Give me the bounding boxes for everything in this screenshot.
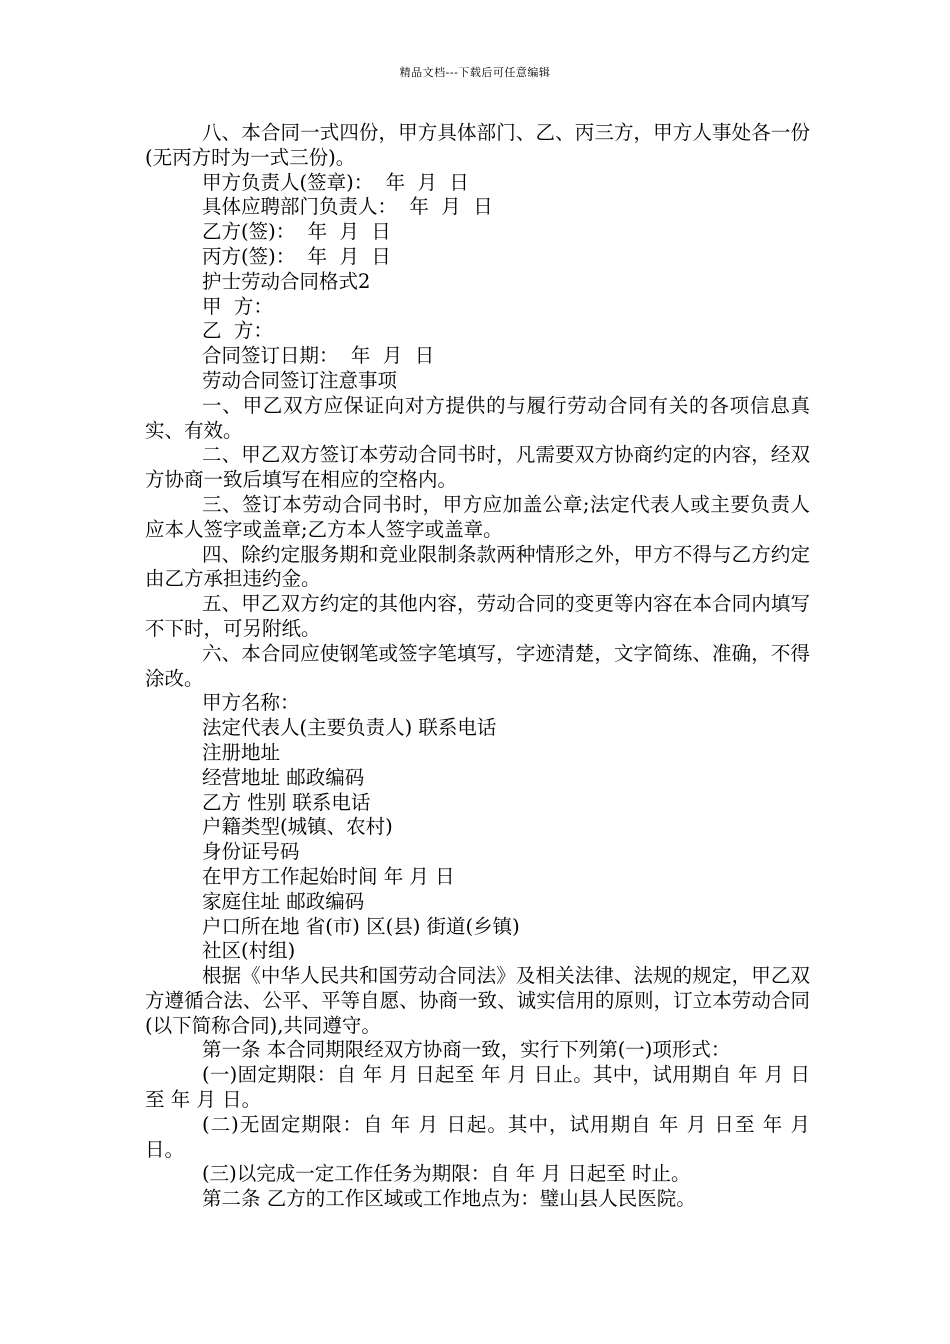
paragraph: (三)以完成一定工作任务为期限：自 年 月 日起至 时止。: [202, 1162, 691, 1186]
paragraph: 身份证号码: [202, 840, 300, 864]
paragraph: 四、除约定服务期和竞业限制条款两种情形之外，甲方不得与乙方约定由乙方承担违约金。: [145, 542, 810, 591]
paragraph: 户籍类型(城镇、农村): [202, 815, 393, 839]
paragraph: 乙 方：: [202, 319, 273, 343]
paragraph: 六、本合同应使钢笔或签字笔填写，字迹清楚，文字简练、准确，不得涂改。: [145, 641, 810, 690]
section-title: 劳动合同签订注意事项: [202, 368, 398, 392]
document-body: [145, 121, 817, 1212]
paragraph: 法定代表人(主要负责人) 联系电话: [202, 716, 497, 740]
paragraph: 八、本合同一式四份，甲方具体部门、乙、丙三方，甲方人事处各一份(无丙方时为一式三份)。: [145, 121, 810, 169]
paragraph: 甲 方：: [202, 294, 273, 318]
section-title: 护士劳动合同格式2: [202, 269, 371, 293]
paragraph: 户口所在地 省(市) 区(县) 街道(乡镇): [202, 914, 520, 938]
paragraph: 甲方名称：: [202, 691, 300, 715]
paragraph: 注册地址: [202, 740, 281, 764]
paragraph: 社区(村组): [202, 939, 296, 963]
paragraph: 根据《中华人民共和国劳动合同法》及相关法律、法规的规定，甲乙双方遵循合法、公平、平等自愿、协商一致、诚实信用的原则，订立本劳动合同(以下简称合同),共同遵守。: [145, 964, 810, 1037]
paragraph: 三、签订本劳动合同书时，甲方应加盖公章;法定代表人或主要负责人应本人签字或盖章;乙方本人签字或盖章。: [145, 492, 810, 541]
paragraph: 一、甲乙双方应保证向对方提供的与履行劳动合同有关的各项信息真实、有效。: [145, 393, 810, 442]
paragraph: 乙方(签)： 年 月 日: [202, 220, 391, 244]
paragraph: 在甲方工作起始时间 年 月 日: [202, 864, 455, 888]
paragraph: 家庭住址 邮政编码: [202, 889, 365, 913]
paragraph: 乙方 性别 联系电话: [202, 790, 371, 814]
paragraph: 五、甲乙双方约定的其他内容，劳动合同的变更等内容在本合同内填写不下时，可另附纸。: [145, 592, 810, 640]
page-header: 精品文档---下载后可任意编辑: [399, 66, 551, 79]
paragraph: (二)无固定期限：自 年 月 日起。其中，试用期自 年 月 日至 年 月 日。: [145, 1112, 817, 1161]
paragraph: 具体应聘部门负责人： 年 月 日: [202, 195, 493, 219]
paragraph: 经营地址 邮政编码: [202, 765, 365, 789]
paragraph: 甲方负责人(签章)： 年 月 日: [202, 170, 469, 194]
paragraph: 第一条 本合同期限经双方协商一致，实行下列第(一)项形式：: [202, 1038, 731, 1062]
paragraph: 第二条 乙方的工作区域或工作地点为：璧山县人民医院。: [202, 1187, 696, 1211]
paragraph: (一)固定期限：自 年 月 日起至 年 月 日止。其中，试用期自 年 月 日至 年 月 日。: [145, 1063, 810, 1112]
paragraph: 合同签订日期： 年 月 日: [202, 344, 435, 368]
paragraph: 丙方(签)： 年 月 日: [202, 244, 391, 268]
paragraph: 二、甲乙双方签订本劳动合同书时，凡需要双方协商约定的内容，经双方协商一致后填写在相应的空格内。: [145, 443, 810, 492]
